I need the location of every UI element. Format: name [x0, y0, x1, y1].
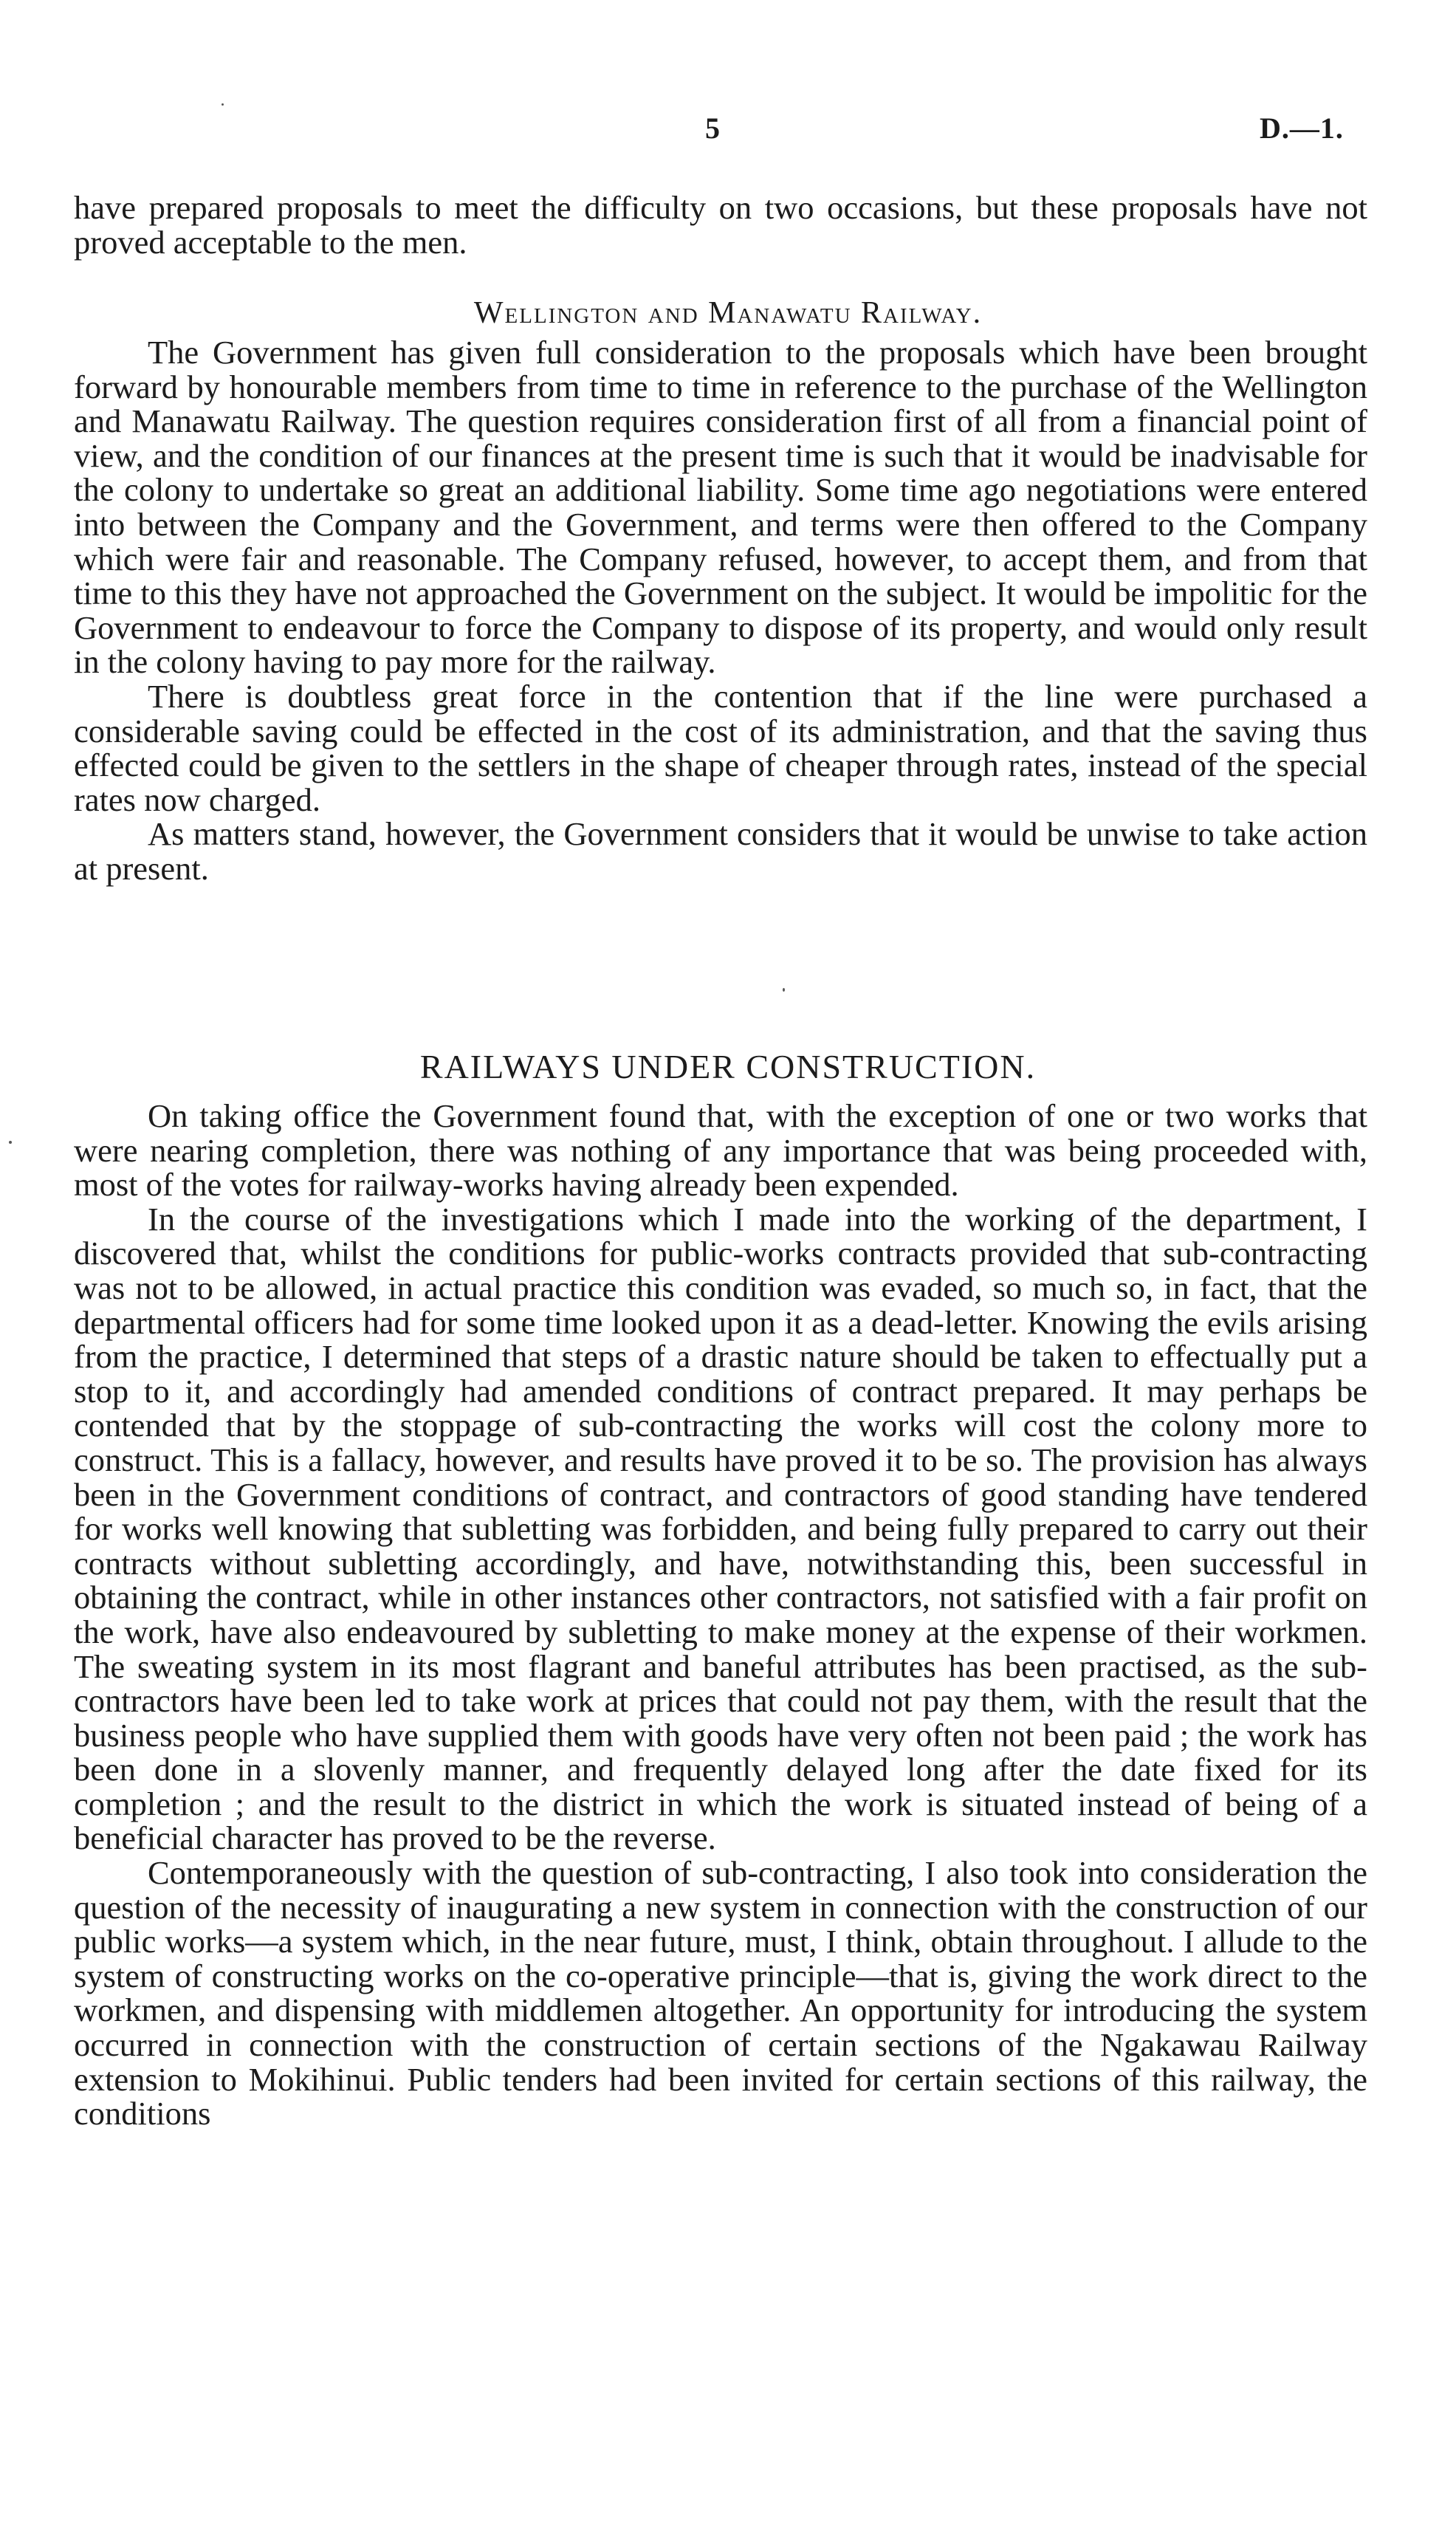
paragraph: There is doubtless great force in the contention that if the line were purchased a considerable saving could be effected in the cost of its administration, and that the saving thus effected could be given to the settlers in the shape of cheaper through rates, instead of the special rates now charged. [74, 677, 1367, 818]
construction-text [74, 1099, 1367, 2131]
scan-speck [222, 103, 224, 106]
intro-paragraph: have prepared proposals to meet the difficulty on two occasions, but these proposals have not proved acceptable to the men. [74, 189, 1367, 261]
paragraph: Contemporaneously with the question of sub-contracting, I also took into consideration the question of the necessity of inaugurating a new system in connection with the construction of our public works—a system which, in the near future, must, I think, obtain throughout. I allude to the system of constructing works on the co-operative principle—that is, giving the work direct to the workmen, and dispensing with middlemen altogether. An opportunity for introducing the system occurred in connection with the construction of certain sections of the Ngakawau Railway extension to Mokihinui. Public tenders had been invited for certain sections of this railway, the conditions [74, 1854, 1367, 2132]
paragraph: The Government has given full consideration to the proposals which have been brought forward by honourable members from time to time in reference to the purchase of the Wellington and Manawatu Railway. The question requires consideration first of all from a financial point of view, and the condition of our finances at the present time is such that it would be inadvisable for the colony to undertake so great an additional liability. Some time ago negotiations were entered into between the Company and the Government, and terms were then offered to the Company which were fair and reasonable. The Company refused, however, to accept them, and from that time to this they have not approached the Government on the subject. It would be impolitic for the Government to endeavour to force the Company to dispose of its property, and would only result in the colony having to pay more for the railway. [74, 334, 1367, 681]
paragraph: As matters stand, however, the Government considers that it would be unwise to take action at present. [74, 815, 1367, 887]
intro-text [74, 191, 1367, 259]
wellington-text [74, 335, 1367, 886]
paragraph: On taking office the Government found that, with the exception of one or two works that were nearing completion, there was nothing of any importance that was being proceeded with, most of the votes for railway-works having already been expended. [74, 1097, 1367, 1204]
page-number: 5 [705, 111, 720, 145]
paragraph: In the course of the investigations which I made into the working of the department, I discovered that, whilst the conditions for public-works contracts provided that sub-contracting was not to be allowed, in actual practice this condition was evaded, so much so, in fact, that the departmental officers had for some time looked upon it as a dead-letter. Knowing the evils arising from the practice, I determined that steps of a drastic nature should be taken to effectually put a stop to it, and accordingly had amended conditions of contract prepared. It may perhaps be contended that by the stoppage of sub-contracting the works will cost the colony more to construct. This is a fallacy, however, and results have proved it to be so. The provision has always been in the Government conditions of contract, and contractors of good standing have tendered for works well knowing that subletting was forbidden, and being fully prepared to carry out their contracts without subletting accordingly, and have, notwithstanding this, been successful in obtaining the contract, while in other instances other contractors, not satisfied with a fair profit on the work, have also endeavoured by subletting to make money at the expense of their workmen. The sweating system in its most flagrant and baneful attributes has been practised, as the sub-contractors have been led to take work at prices that could not pay them, with the result that the business people who have supplied them with goods have very often not been paid ; the work has been done in a slovenly manner, and frequently delayed long after the date fixed for its completion ; and the result to the district in which the work is situated instead of being of a beneficial character has proved to be the reverse. [74, 1200, 1367, 1857]
scan-speck [9, 1141, 12, 1144]
construction-heading: RAILWAYS UNDER CONSTRUCTION. [419, 1048, 1037, 1085]
scan-speck [783, 988, 785, 992]
document-reference: D.—1. [1260, 111, 1344, 145]
wellington-heading: Wellington and Manawatu Railway. [473, 296, 983, 330]
